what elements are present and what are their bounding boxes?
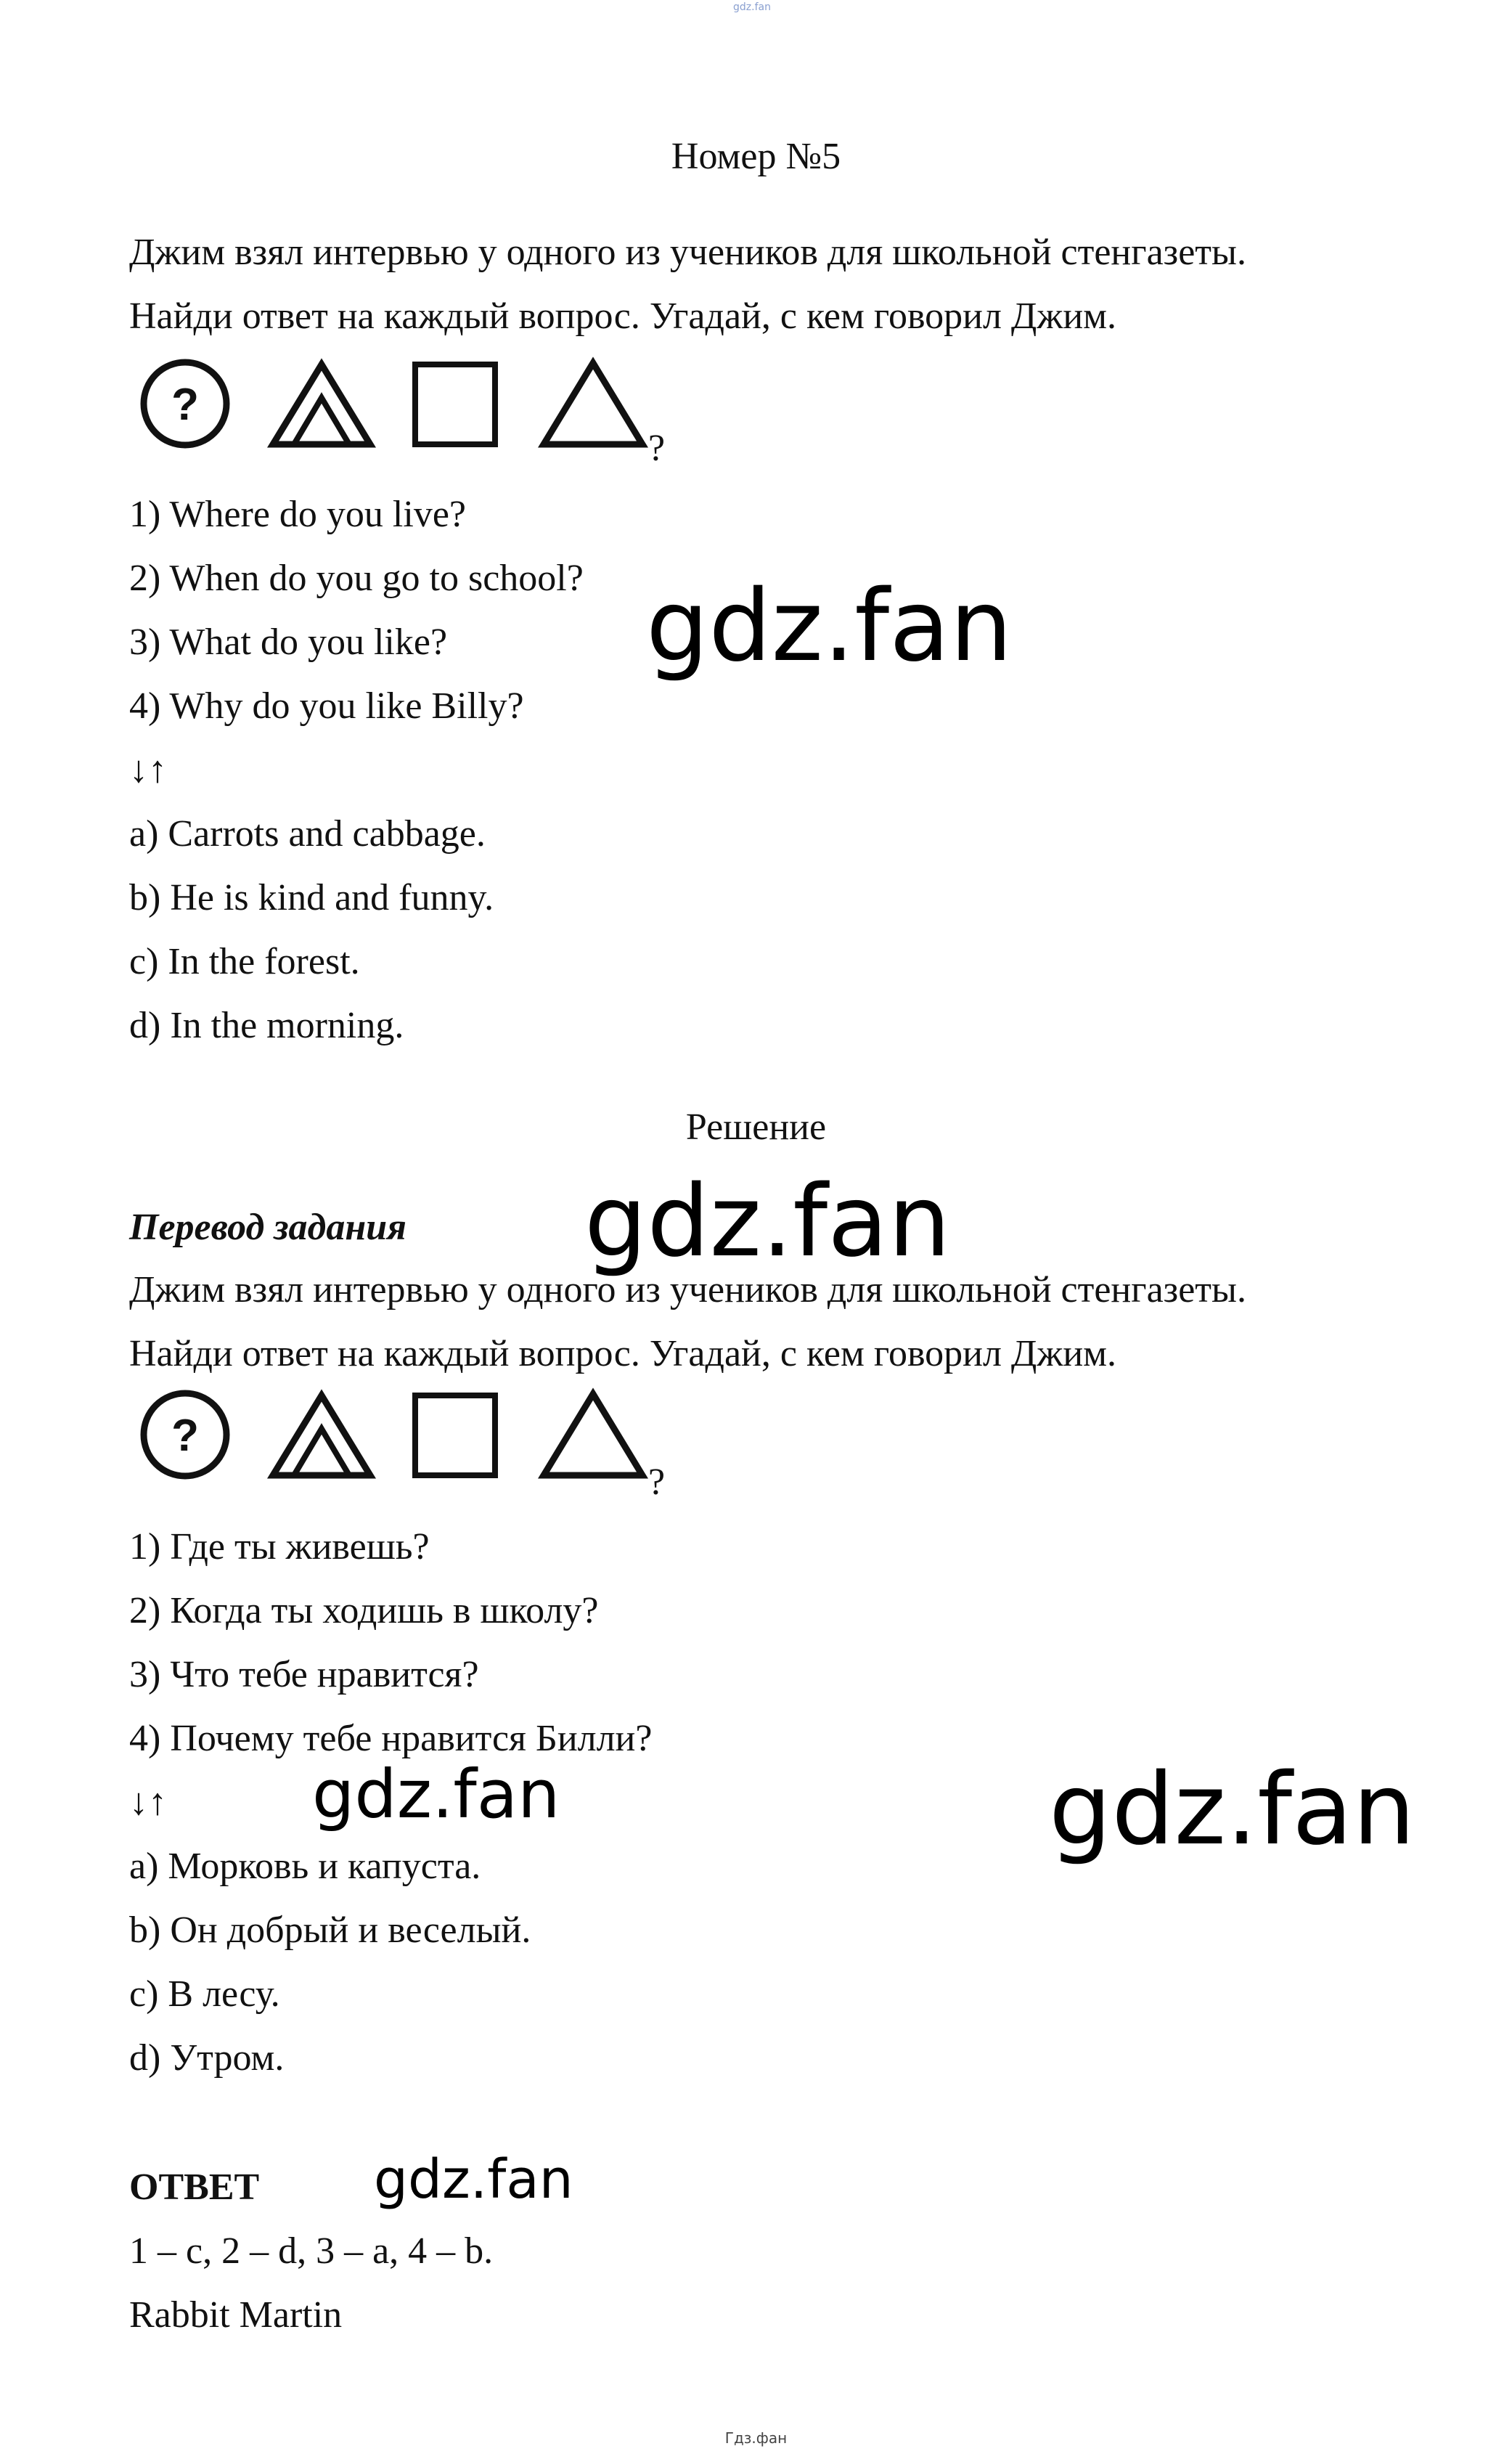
watermark-1: gdz.fan xyxy=(646,569,1013,684)
translation-question-2: 2) Когда ты ходишь в школу? xyxy=(129,1590,599,1631)
translation-intro-line-1: Джим взял интервью у одного из учеников для школьной стенгазеты. xyxy=(129,1269,1246,1310)
triangle-icon xyxy=(544,1394,642,1475)
nested-triangle-icon xyxy=(273,1395,370,1475)
footer-text: Гдз.фан xyxy=(724,2429,788,2447)
translation-answer-c: c) В лесу. xyxy=(129,1973,280,2015)
question-3: 3) What do you like? xyxy=(129,621,448,663)
answer-a: a) Carrots and cabbage. xyxy=(129,813,486,855)
task-intro-line-2: Найди ответ на каждый вопрос. Угадай, с кем говорил Джим. xyxy=(129,295,1117,337)
translation-question-1: 1) Где ты живешь? xyxy=(129,1526,430,1568)
translation-answer-b: b) Он добрый и веселый. xyxy=(129,1909,531,1951)
solution-heading: Решение xyxy=(685,1106,827,1148)
arrows: ↓↑ xyxy=(129,749,167,791)
square-icon xyxy=(415,364,495,444)
nested-triangle-icon xyxy=(273,364,370,444)
triangle-icon xyxy=(544,363,642,444)
answer-d: d) In the morning. xyxy=(129,1005,404,1046)
watermark-2: gdz.fan xyxy=(584,1165,951,1279)
circle-question-icon xyxy=(144,1393,226,1476)
translation-answer-d: d) Утром. xyxy=(129,2037,285,2079)
question-1: 1) Where do you live? xyxy=(129,494,466,535)
answer-line-1: 1 – c, 2 – d, 3 – a, 4 – b. xyxy=(129,2230,494,2272)
answer-heading: ОТВЕТ xyxy=(129,2166,260,2208)
symbols-question-mark: ? xyxy=(648,428,666,469)
watermark-4: gdz.fan xyxy=(1049,1753,1415,1867)
square-icon xyxy=(415,1395,495,1475)
svg-text:?: ? xyxy=(171,380,199,430)
svg-text:?: ? xyxy=(171,1411,199,1461)
symbols-row xyxy=(134,356,657,465)
question-2: 2) When do you go to school? xyxy=(129,558,584,599)
translation-intro-line-2: Найди ответ на каждый вопрос. Угадай, с кем говорил Джим. xyxy=(129,1333,1117,1374)
circle-question-icon xyxy=(144,362,226,445)
task-intro-line-1: Джим взял интервью у одного из учеников для школьной стенгазеты. xyxy=(129,232,1246,273)
translation-question-3: 3) Что тебе нравится? xyxy=(129,1654,479,1695)
watermark-5: gdz.fan xyxy=(374,2148,573,2211)
page-title: Номер №5 xyxy=(671,136,841,177)
translation-arrows: ↓↑ xyxy=(129,1782,167,1823)
question-4: 4) Why do you like Billy? xyxy=(129,685,524,727)
top-mark: gdz.fan xyxy=(733,1,771,13)
symbols-question-mark-translation: ? xyxy=(648,1462,666,1503)
translation-question-4: 4) Почему тебе нравится Билли? xyxy=(129,1718,653,1759)
translation-answer-a: a) Морковь и капуста. xyxy=(129,1846,481,1887)
symbols-row-translation xyxy=(134,1387,657,1496)
answer-c: c) In the forest. xyxy=(129,941,360,982)
translation-heading: Перевод задания xyxy=(129,1207,406,1248)
answer-b: b) He is kind and funny. xyxy=(129,877,494,918)
watermark-3: gdz.fan xyxy=(312,1756,560,1833)
answer-line-2: Rabbit Martin xyxy=(129,2294,343,2336)
